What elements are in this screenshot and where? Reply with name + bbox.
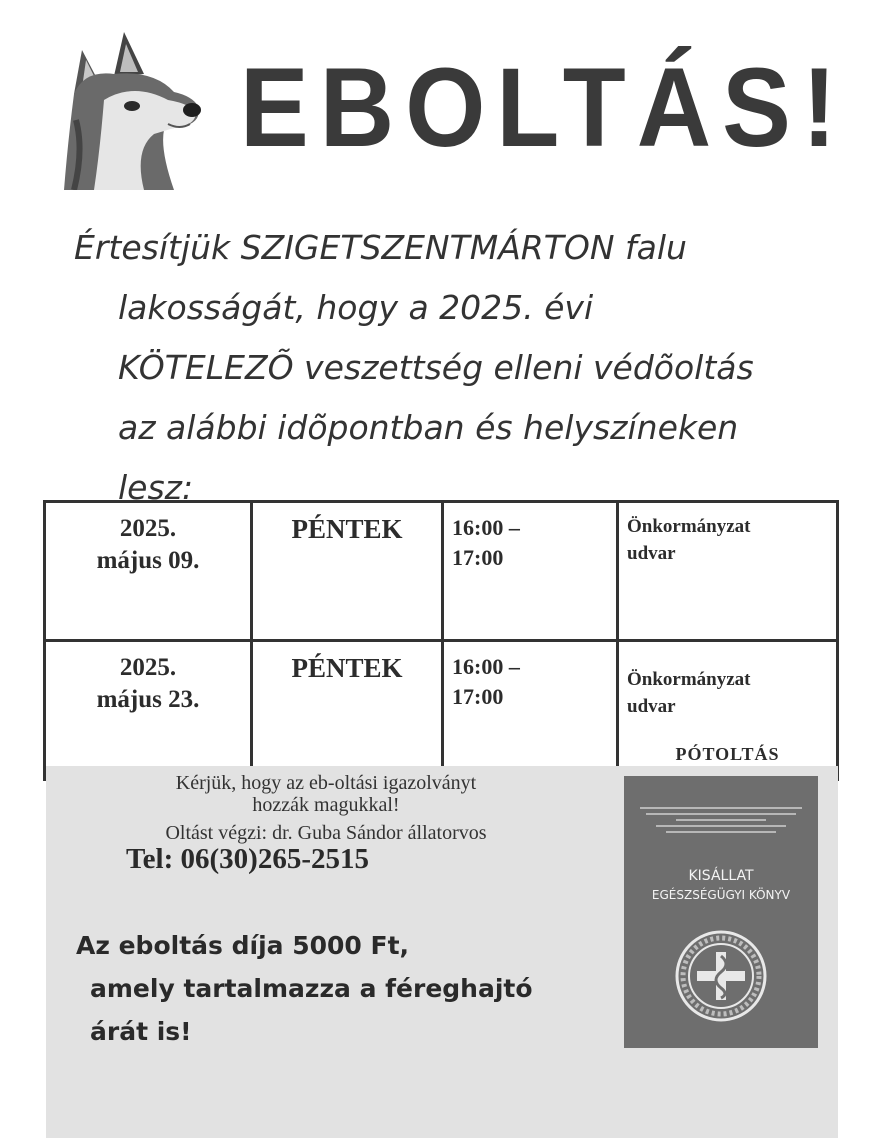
date-day: május 09. <box>96 547 200 574</box>
makeup-vaccination-note: PÓTOLTÁS <box>675 744 780 764</box>
notice-line: Kérjük, hogy az eb-oltási igazolványt <box>175 772 477 794</box>
place-cell <box>618 502 838 641</box>
date-cell <box>45 641 252 780</box>
date-year: 2025. <box>119 654 177 681</box>
intro-line: lakosságát, hogy a 2025. évi <box>118 288 594 327</box>
fee-line: árát is! <box>90 1017 192 1046</box>
time-cell <box>443 502 618 641</box>
fee-text <box>76 924 596 1053</box>
booklet-fine-print-icon <box>636 804 806 844</box>
intro-text <box>74 218 864 518</box>
place-name: Önkormányzat <box>627 516 751 537</box>
booklet-header-lines <box>636 804 806 846</box>
vet-name: Oltást végzi: dr. Guba Sándor állatorvos <box>165 822 487 844</box>
date-year: 2025. <box>119 515 177 542</box>
place-detail: udvar <box>627 696 676 717</box>
veterinary-chamber-seal-icon <box>671 926 771 1026</box>
intro-line: lesz: <box>118 468 194 507</box>
weekday-cell: PÉNTEK <box>252 502 443 641</box>
husky-dog-icon <box>64 30 204 190</box>
place-detail: udvar <box>627 543 676 564</box>
date-day: május 23. <box>96 686 200 713</box>
booklet-title: KISÁLLAT <box>688 868 754 884</box>
place-name: Önkormányzat <box>627 669 751 690</box>
time-end: 17:00 <box>452 545 504 570</box>
info-panel <box>46 766 838 1138</box>
page-title: EBOLTÁS! <box>240 45 848 170</box>
pet-health-booklet-image <box>624 776 818 1048</box>
table-row <box>45 502 838 641</box>
table-row <box>45 641 838 780</box>
time-cell <box>443 641 618 780</box>
fee-line: Az eboltás díja 5000 Ft, <box>76 931 410 960</box>
date-cell <box>45 502 252 641</box>
fee-line: amely tartalmazza a féreghajtó <box>90 974 533 1003</box>
place-cell <box>618 641 838 780</box>
time-start: 16:00 – <box>452 654 520 679</box>
phone-number: Tel: 06(30)265-2515 <box>126 843 369 875</box>
weekday-cell: PÉNTEK <box>252 641 443 780</box>
schedule-table <box>43 500 839 781</box>
intro-line: Értesítjük SZIGETSZENTMÁRTON falu <box>74 228 687 267</box>
time-end: 17:00 <box>452 684 504 709</box>
notice-line: hozzák magukkal! <box>252 794 400 816</box>
certificate-notice <box>106 772 546 875</box>
intro-line: az alábbi idõpontban és helyszíneken <box>118 408 739 447</box>
time-start: 16:00 – <box>452 515 520 540</box>
intro-line: KÖTELEZÕ veszettség elleni védõoltás <box>118 348 754 387</box>
booklet-subtitle: EGÉSZSÉGÜGYI KÖNYV <box>651 888 791 902</box>
